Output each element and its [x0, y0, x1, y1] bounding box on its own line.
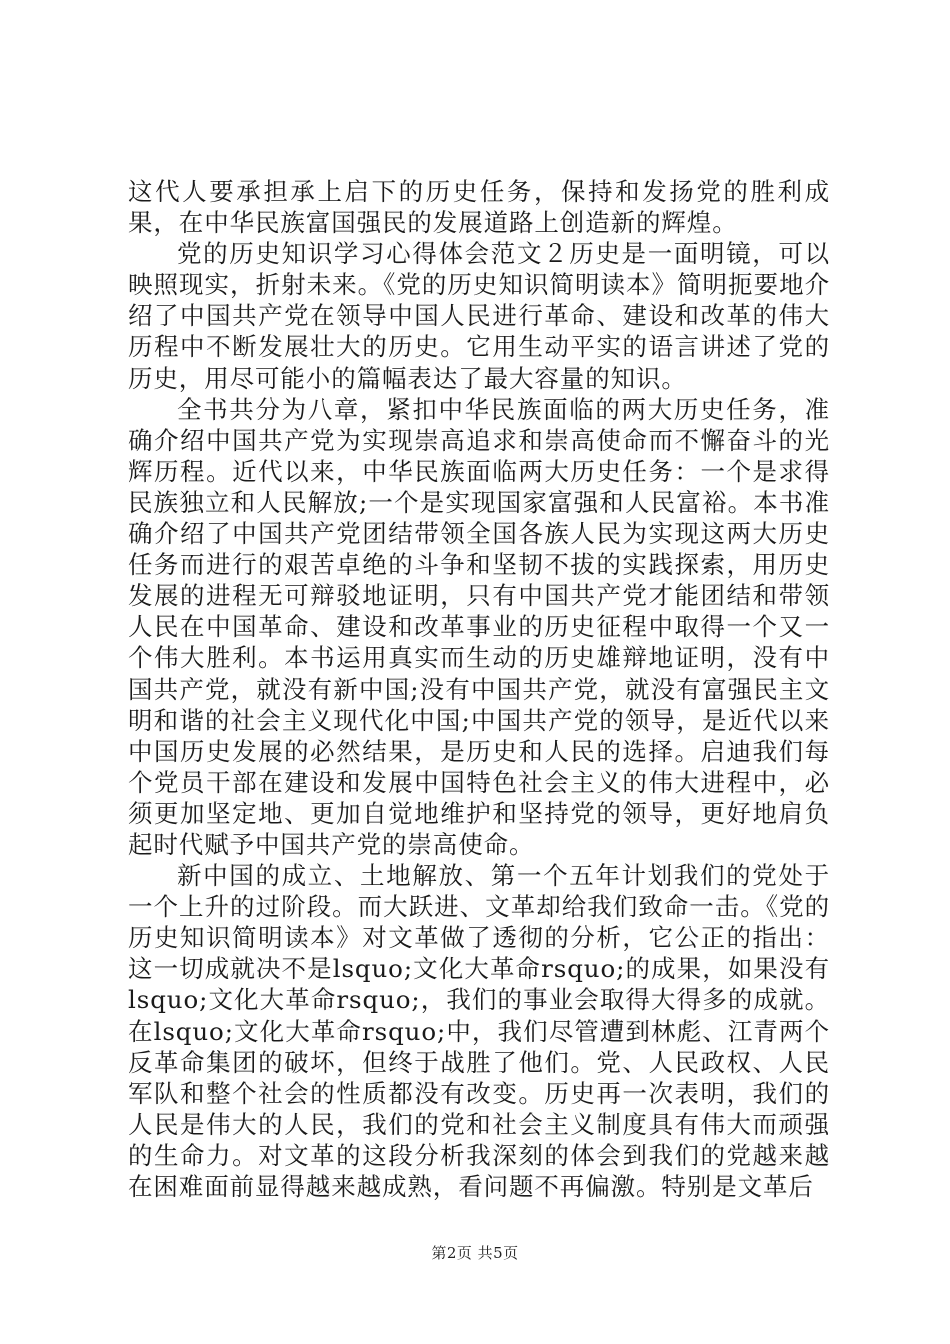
paragraph-eight-chapters: 全书共分为八章，紧扣中华民族面临的两大历史任务，准确介绍中国共产党为实现崇高追求和崇高使命而不懈奋斗的光辉历程。近代以来，中华民族面临两大历史任务：一个是求得民族独立和人民解放;一个是实现国家富强和人民富裕。本书准确介绍了中国共产党团结带领全国各族人民为实现这两大历史任务而进行的艰苦卓绝的斗争和坚韧不拔的实践探索，用历史发展的进程无可辩驳地证明，只有中国共产党才能团结和带领人民在中国革命、建设和改革事业的历史征程中取得一个又一个伟大胜利。本书运用真实而生动的历史雄辩地证明，没有中国共产党，就没有新中国;没有中国共产党，就没有富强民主文明和谐的社会主义现代化中国;中国共产党的领导，是近代以来中国历史发展的必然结果，是历史和人民的选择。启迪我们每个党员干部在建设和发展中国特色社会主义的伟大进程中，必须更加坚定地、更加自觉地维护和坚持党的领导，更好地肩负起时代赋予中国共产党的崇高使命。	[128, 394, 830, 859]
page-number-footer: 第2页 共5页	[431, 1244, 519, 1262]
document-body	[128, 176, 830, 1202]
paragraph-new-china: 新中国的成立、土地解放、第一个五年计划我们的党处于一个上升的过阶段。而大跃进、文革却给我们致命一击。《党的历史知识简明读本》对文革做了透彻的分析，它公正的指出：这一切成就决不是lsquo;文化大革命rsquo;的成果，如果没有lsquo;文化大革命rsquo;，我们的事业会取得大得多的成就。在lsquo;文化大革命rsquo;中，我们尽管遭到林彪、江青两个反革命集团的破坏，但终于战胜了他们。党、人民政权、人民军队和整个社会的性质都没有改变。历史再一次表明，我们的人民是伟大的人民，我们的党和社会主义制度具有伟大而顽强的生命力。对文革的这段分析我深刻的体会到我们的党越来越在困难面前显得越来越成熟，看问题不再偏激。特别是文革后	[128, 861, 830, 1201]
paragraph-history-mirror: 党的历史知识学习心得体会范文２历史是一面明镜，可以映照现实，折射未来。《党的历史知识简明读本》简明扼要地介绍了中国共产党在领导中国人民进行革命、建设和改革的伟大历程中不断发展壮大的历史。它用生动平实的语言讲述了党的历史，用尽可能小的篇幅表达了最大容量的知识。	[128, 239, 830, 393]
paragraph-continuation: 这代人要承担承上启下的历史任务，保持和发扬党的胜利成果，在中华民族富国强民的发展道路上创造新的辉煌。	[128, 177, 830, 238]
